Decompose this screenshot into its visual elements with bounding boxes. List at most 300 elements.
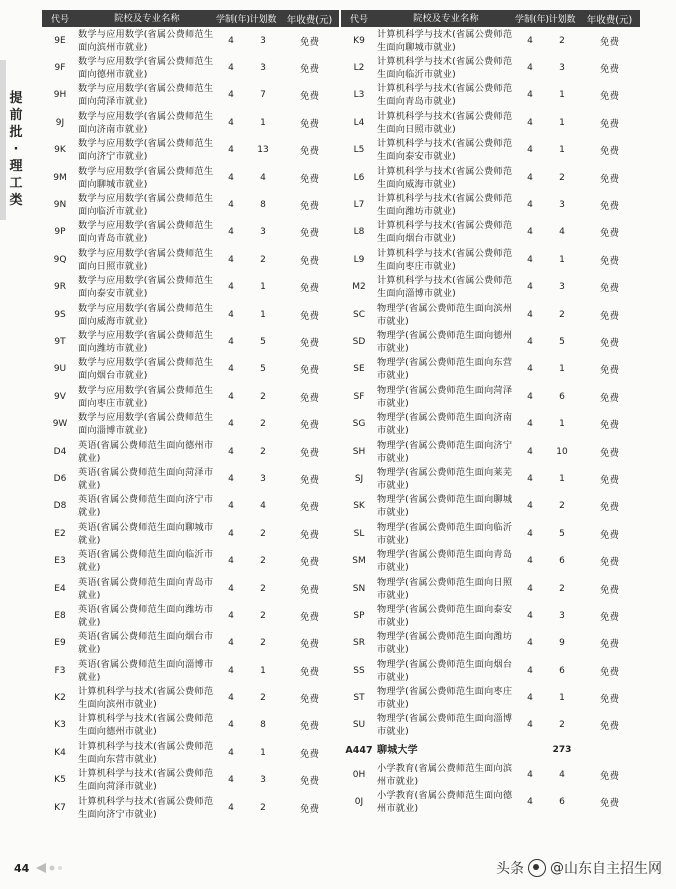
cell-length: 4 [228, 200, 234, 211]
table-row [341, 383, 640, 410]
cell-length: 4 [228, 693, 234, 704]
cell-plan: 2 [260, 693, 266, 704]
cell-plan: 7 [260, 90, 266, 101]
table-row [42, 246, 339, 273]
cell-fee: 免费 [599, 420, 619, 432]
cell-name: 数学与应用数学(省属公费师范生面向烟台市就业) [78, 357, 214, 382]
cell-plan: 2 [260, 391, 266, 402]
cell-fee: 免费 [599, 91, 619, 103]
cell-code: 9U [53, 364, 67, 375]
cell-length: 4 [527, 63, 533, 74]
cell-name: 物理学(省属公费师范生面向东营市就业) [377, 357, 513, 382]
table-row [42, 739, 339, 766]
table-row [341, 630, 640, 657]
cell-length: 4 [527, 364, 533, 375]
cell-name: 英语(省属公费师范生面向潍坊市就业) [78, 603, 214, 628]
cell-code: 9P [54, 227, 66, 238]
cell-plan: 1 [559, 693, 565, 704]
table-row [42, 356, 339, 383]
table-row [42, 82, 339, 109]
cell-code: K3 [54, 720, 66, 731]
table-row [42, 794, 339, 821]
cell-name: 英语(省属公费师范生面向临沂市就业) [78, 549, 214, 574]
header-code: 代号 [349, 15, 368, 25]
cell-plan: 2 [559, 583, 565, 594]
cell-plan: 1 [559, 419, 565, 430]
cell-length: 4 [228, 638, 234, 649]
cell-plan: 2 [260, 583, 266, 594]
cell-fee: 免费 [299, 447, 319, 459]
cell-name: 小学教育(省属公费师范生面向德州市就业) [377, 790, 513, 815]
cell-name: 物理学(省属公费师范生面向济宁市就业) [377, 439, 513, 464]
cell-plan: 2 [559, 172, 565, 183]
cell-fee: 免费 [299, 365, 319, 377]
watermark-name: 山东自主招生网 [564, 861, 662, 877]
cell-length: 4 [228, 473, 234, 484]
header-plan: 计划数 [249, 15, 277, 25]
table-row [341, 54, 640, 81]
table-row [42, 54, 339, 81]
cell-length: 4 [228, 90, 234, 101]
cell-fee: 免费 [599, 557, 619, 569]
cell-fee: 免费 [299, 118, 319, 130]
cell-code: L3 [353, 90, 365, 101]
cell-length: 4 [527, 693, 533, 704]
cell-length: 4 [228, 63, 234, 74]
cell-code: 0J [354, 797, 364, 808]
cell-length: 4 [228, 610, 234, 621]
cell-fee: 免费 [599, 173, 619, 185]
table-row [341, 219, 640, 246]
cell-name: 英语(省属公费师范生面向烟台市就业) [78, 631, 214, 656]
cell-plan: 2 [559, 35, 565, 46]
header-fee: 年收费(元) [586, 14, 633, 26]
cell-length: 4 [527, 769, 533, 780]
cell-length: 4 [228, 446, 234, 457]
cell-fee: 免费 [299, 694, 319, 706]
cell-name: 数学与应用数学(省属公费师范生面向青岛市就业) [78, 220, 214, 245]
cell-length: 4 [527, 419, 533, 430]
table-row [42, 191, 339, 218]
cell-plan: 8 [260, 200, 266, 211]
cell-code: D6 [53, 473, 67, 484]
cell-fee: 免费 [599, 502, 619, 514]
cell-length: 4 [527, 473, 533, 484]
cell-fee: 免费 [599, 529, 619, 541]
table-row [341, 356, 640, 383]
cell-name: 英语(省属公费师范生面向淄博市就业) [78, 658, 214, 683]
cell-plan: 2 [260, 446, 266, 457]
cell-plan: 1 [559, 90, 565, 101]
cell-name: 计算机科学与技术(省属公费师范生面向东营市就业) [78, 740, 214, 765]
cell-fee: 免费 [299, 776, 319, 788]
cell-length: 4 [527, 282, 533, 293]
table-row [42, 274, 339, 301]
cell-length: 4 [228, 747, 234, 758]
cell-plan: 2 [559, 309, 565, 320]
cell-plan: 273 [552, 745, 572, 756]
watermark-at: @ [550, 860, 564, 876]
cell-code: K9 [353, 35, 365, 46]
table-row [42, 137, 339, 164]
table-row [341, 109, 640, 136]
cell-fee: 免费 [599, 228, 619, 240]
table-row [341, 465, 640, 492]
table-row [42, 27, 339, 54]
cell-code: SH [352, 446, 366, 457]
header-length: 学制(年) [216, 15, 251, 25]
cell-length: 4 [527, 336, 533, 347]
cell-fee: 免费 [299, 255, 319, 267]
cell-fee: 免费 [299, 91, 319, 103]
cell-code: 9T [54, 336, 66, 347]
cell-fee: 免费 [599, 798, 619, 810]
cell-plan: 4 [260, 172, 266, 183]
cell-name: 计算机科学与技术(省属公费师范生面向威海市就业) [377, 165, 513, 190]
cell-code: L6 [353, 172, 365, 183]
cell-length: 4 [527, 227, 533, 238]
cell-plan: 1 [260, 282, 266, 293]
cell-length: 4 [228, 419, 234, 430]
cell-fee: 免费 [599, 584, 619, 596]
cell-code: 9S [54, 309, 66, 320]
cell-fee: 免费 [299, 173, 319, 185]
cell-name: 物理学(省属公费师范生面向滨州市就业) [377, 302, 513, 327]
table-row [341, 137, 640, 164]
cell-name: 数学与应用数学(省属公费师范生面向聊城市就业) [78, 165, 214, 190]
cell-name: 英语(省属公费师范生面向青岛市就业) [78, 576, 214, 601]
right-table [341, 10, 640, 816]
cell-name: 物理学(省属公费师范生面向日照市就业) [377, 576, 513, 601]
cell-fee: 免费 [599, 310, 619, 322]
cell-length: 4 [527, 145, 533, 156]
cell-name: 英语(省属公费师范生面向菏泽市就业) [78, 466, 214, 491]
cell-code: 0H [352, 769, 366, 780]
cell-fee: 免费 [599, 118, 619, 130]
cell-length: 4 [228, 665, 234, 676]
header-name: 院校及专业名称 [413, 13, 479, 24]
header-name: 院校及专业名称 [114, 13, 180, 24]
cell-length: 4 [527, 309, 533, 320]
right-table-body [341, 27, 640, 816]
cell-length: 4 [527, 583, 533, 594]
watermark-prefix: 头条 [496, 861, 524, 877]
page-number: 44 [14, 862, 30, 875]
cell-plan: 2 [559, 501, 565, 512]
table-row [42, 575, 339, 602]
cell-length: 4 [228, 145, 234, 156]
cell-fee: 免费 [599, 146, 619, 158]
cell-plan: 1 [559, 117, 565, 128]
cell-code: E8 [54, 610, 66, 621]
table-row [42, 712, 339, 739]
cell-code: K2 [54, 693, 66, 704]
cell-name: 英语(省属公费师范生面向济宁市就业) [78, 494, 214, 519]
cell-plan: 3 [260, 473, 266, 484]
cell-plan: 3 [260, 227, 266, 238]
cell-length: 4 [527, 797, 533, 808]
table-row [341, 164, 640, 191]
cell-name: 数学与应用数学(省属公费师范生面向济南市就业) [78, 110, 214, 135]
cell-fee: 免费 [299, 64, 319, 76]
cell-plan: 1 [260, 117, 266, 128]
cell-fee: 免费 [599, 694, 619, 706]
cell-fee: 免费 [599, 365, 619, 377]
table-row [341, 547, 640, 574]
cell-length: 4 [527, 391, 533, 402]
cell-fee: 免费 [599, 721, 619, 733]
cell-plan: 6 [559, 556, 565, 567]
cell-length: 4 [228, 227, 234, 238]
cell-code: 9J [55, 117, 65, 128]
cell-plan: 2 [260, 528, 266, 539]
cell-fee: 免费 [299, 474, 319, 486]
cell-code: 9M [53, 172, 67, 183]
table-row [341, 27, 640, 54]
cell-plan: 6 [559, 665, 565, 676]
cell-name: 物理学(省属公费师范生面向淄博市就业) [377, 713, 513, 738]
cell-name: 计算机科学与技术(省属公费师范生面向青岛市就业) [377, 83, 513, 108]
header-length: 学制(年) [515, 15, 550, 25]
cell-plan: 1 [260, 665, 266, 676]
cell-name: 物理学(省属公费师范生面向青岛市就业) [377, 549, 513, 574]
cell-plan: 3 [260, 775, 266, 786]
cell-name: 数学与应用数学(省属公费师范生面向日照市就业) [78, 247, 214, 272]
table-row [42, 547, 339, 574]
cell-fee: 免费 [299, 502, 319, 514]
cell-code: SS [353, 665, 365, 676]
table-row [42, 657, 339, 684]
cell-plan: 3 [260, 63, 266, 74]
cell-name: 计算机科学与技术(省属公费师范生面向潍坊市就业) [377, 193, 513, 218]
cell-name: 数学与应用数学(省属公费师范生面向济宁市就业) [78, 138, 214, 163]
cell-length: 4 [228, 254, 234, 265]
cell-code: 9R [54, 282, 66, 293]
cell-length: 4 [228, 282, 234, 293]
cell-name: 物理学(省属公费师范生面向临沂市就业) [377, 521, 513, 546]
cell-code: L5 [353, 145, 365, 156]
cell-code: 9F [54, 63, 66, 74]
cell-plan: 3 [559, 200, 565, 211]
cell-name: 数学与应用数学(省属公费师范生面向滨州市就业) [78, 28, 214, 53]
cell-name: 数学与应用数学(省属公费师范生面向临沂市就业) [78, 193, 214, 218]
cell-code: E3 [54, 556, 66, 567]
cell-plan: 2 [260, 556, 266, 567]
cell-name: 数学与应用数学(省属公费师范生面向枣庄市就业) [78, 384, 214, 409]
cell-fee: 免费 [299, 557, 319, 569]
cell-name: 计算机科学与技术(省属公费师范生面向泰安市就业) [377, 138, 513, 163]
cell-plan: 2 [260, 419, 266, 430]
cell-plan: 1 [559, 145, 565, 156]
cell-fee: 免费 [599, 337, 619, 349]
table-row [341, 493, 640, 520]
table-row [42, 410, 339, 437]
table-row [341, 246, 640, 273]
cell-plan: 1 [260, 309, 266, 320]
cell-name: 物理学(省属公费师范生面向菏泽市就业) [377, 384, 513, 409]
cell-length: 4 [527, 200, 533, 211]
cell-name: 小学教育(省属公费师范生面向滨州市就业) [377, 762, 513, 787]
cell-plan: 13 [257, 145, 269, 156]
cell-name: 数学与应用数学(省属公费师范生面向德州市就业) [78, 56, 214, 81]
cell-plan: 2 [260, 638, 266, 649]
cell-fee: 免费 [599, 474, 619, 486]
header-plan: 计划数 [548, 15, 576, 25]
cell-name: 计算机科学与技术(省属公费师范生面向德州市就业) [78, 713, 214, 738]
left-table [42, 10, 339, 821]
cell-fee: 免费 [299, 420, 319, 432]
cell-code: SU [352, 720, 366, 731]
cell-name: 英语(省属公费师范生面向德州市就业) [78, 439, 214, 464]
cell-code: SL [353, 528, 365, 539]
cell-code: L4 [353, 117, 365, 128]
cell-code: D4 [53, 446, 67, 457]
cell-length: 4 [228, 364, 234, 375]
table-row [341, 274, 640, 301]
table-row [42, 164, 339, 191]
toutiao-logo-icon [528, 859, 546, 877]
cell-name: 数学与应用数学(省属公费师范生面向威海市就业) [78, 302, 214, 327]
cell-code: L7 [353, 200, 365, 211]
table-row [42, 465, 339, 492]
cell-fee: 免费 [299, 337, 319, 349]
table-row [341, 82, 640, 109]
cell-fee: 免费 [599, 283, 619, 295]
cell-fee: 免费 [599, 666, 619, 678]
cell-fee: 免费 [599, 36, 619, 48]
cell-plan: 2 [260, 254, 266, 265]
table-row [42, 328, 339, 355]
cell-fee: 免费 [599, 611, 619, 623]
table-row [341, 657, 640, 684]
cell-plan: 1 [559, 473, 565, 484]
cell-plan: 5 [559, 336, 565, 347]
watermark [496, 858, 662, 878]
school-row [341, 739, 640, 761]
cell-code: SJ [354, 473, 364, 484]
cell-fee: 免费 [299, 748, 319, 760]
cell-length: 4 [527, 665, 533, 676]
table-row [42, 219, 339, 246]
cell-name: 计算机科学与技术(省属公费师范生面向滨州市就业) [78, 686, 214, 711]
cell-length: 4 [228, 35, 234, 46]
cell-length: 4 [228, 802, 234, 813]
table-row [341, 761, 640, 788]
cell-name: 物理学(省属公费师范生面向德州市就业) [377, 329, 513, 354]
cell-code: E4 [54, 583, 66, 594]
cell-length: 4 [228, 117, 234, 128]
cell-plan: 1 [559, 254, 565, 265]
cell-plan: 5 [260, 336, 266, 347]
cell-code: A447 [345, 744, 373, 756]
cell-code: SC [353, 309, 365, 320]
cell-code: SP [353, 610, 365, 621]
cell-fee: 免费 [599, 639, 619, 651]
cell-name: 数学与应用数学(省属公费师范生面向泰安市就业) [78, 275, 214, 300]
table-row [42, 767, 339, 794]
cell-code: SN [352, 583, 366, 594]
cell-plan: 3 [559, 282, 565, 293]
cell-code: K4 [54, 747, 66, 758]
cell-length: 4 [527, 117, 533, 128]
cell-length: 4 [228, 720, 234, 731]
cell-code: L2 [353, 63, 365, 74]
cell-length: 4 [228, 501, 234, 512]
table-row [341, 575, 640, 602]
cell-fee: 免费 [299, 310, 319, 322]
cell-plan: 1 [260, 747, 266, 758]
cell-code: SG [352, 419, 366, 430]
cell-fee: 免费 [599, 255, 619, 267]
cell-name: 物理学(省属公费师范生面向莱芜市就业) [377, 466, 513, 491]
table-row [42, 684, 339, 711]
cell-plan: 4 [260, 501, 266, 512]
cell-plan: 4 [559, 227, 565, 238]
cell-plan: 10 [556, 446, 568, 457]
table-row [341, 789, 640, 816]
cell-fee: 免费 [599, 64, 619, 76]
cell-plan: 3 [559, 63, 565, 74]
table-row [341, 602, 640, 629]
cell-length: 4 [527, 528, 533, 539]
table-row [341, 301, 640, 328]
cell-fee: 免费 [299, 392, 319, 404]
cell-fee: 免费 [299, 529, 319, 541]
cell-plan: 3 [559, 610, 565, 621]
cell-code: SE [353, 364, 365, 375]
cell-code: K7 [54, 802, 66, 813]
cell-code: SM [352, 556, 366, 567]
cell-code: SK [353, 501, 365, 512]
cell-name: 数学与应用数学(省属公费师范生面向菏泽市就业) [78, 83, 214, 108]
cell-code: M2 [352, 282, 366, 293]
cell-fee: 免费 [299, 201, 319, 213]
cell-name: 计算机科学与技术(省属公费师范生面向菏泽市就业) [78, 768, 214, 793]
cell-plan: 2 [559, 720, 565, 731]
cell-name: 计算机科学与技术(省属公费师范生面向烟台市就业) [377, 220, 513, 245]
cell-length: 4 [527, 556, 533, 567]
cell-plan: 1 [559, 364, 565, 375]
cell-name: 物理学(省属公费师范生面向济南市就业) [377, 412, 513, 437]
cell-length: 4 [527, 90, 533, 101]
table-row [341, 438, 640, 465]
cell-length: 4 [228, 336, 234, 347]
cell-plan: 6 [559, 797, 565, 808]
table-row [42, 630, 339, 657]
cell-fee: 免费 [299, 283, 319, 295]
cell-length: 4 [228, 556, 234, 567]
cell-fee: 免费 [299, 36, 319, 48]
table-row [341, 684, 640, 711]
cell-code: ST [353, 693, 365, 704]
cell-plan: 8 [260, 720, 266, 731]
table-row [42, 520, 339, 547]
cell-code: 9E [54, 35, 66, 46]
cell-fee: 免费 [299, 803, 319, 815]
cell-code: SR [353, 638, 365, 649]
cell-code: D8 [53, 501, 67, 512]
cell-length: 4 [527, 501, 533, 512]
cell-fee: 免费 [299, 611, 319, 623]
cell-code: 9H [53, 90, 67, 101]
cell-plan: 5 [559, 528, 565, 539]
cell-code: 9V [54, 391, 66, 402]
cell-length: 4 [527, 254, 533, 265]
cell-code: SF [353, 391, 365, 402]
cell-name: 计算机科学与技术(省属公费师范生面向济宁市就业) [78, 795, 214, 820]
cell-code: SD [352, 336, 366, 347]
table-row [341, 191, 640, 218]
